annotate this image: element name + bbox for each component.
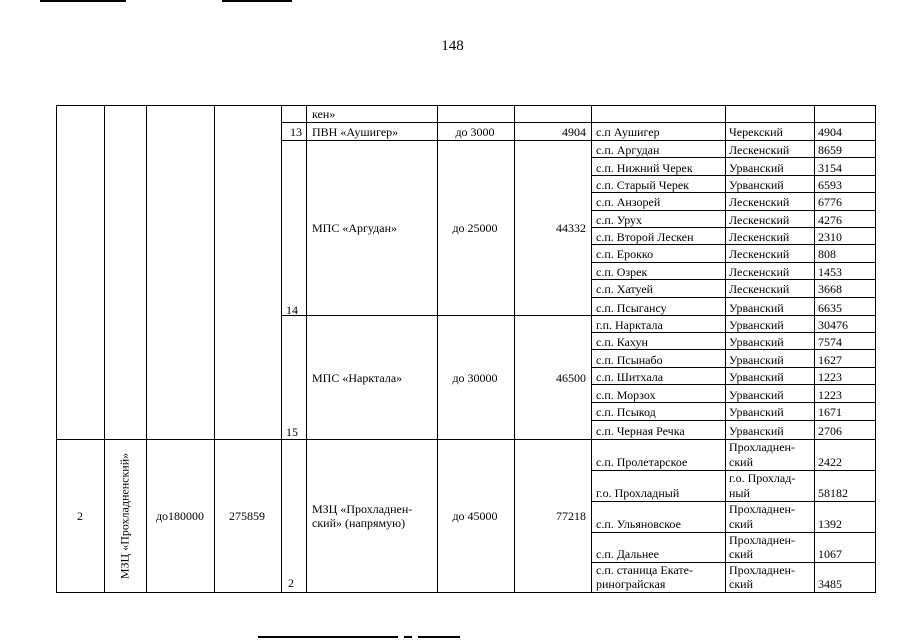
settlement-count: 1223	[818, 370, 842, 384]
top-row-name-fragment: кен»	[312, 107, 336, 121]
group2-num: 2	[288, 576, 294, 590]
settlement-district: Урванский	[729, 353, 784, 367]
tall-district-line2: ский	[729, 577, 753, 591]
settlement-district: Урванский	[729, 388, 784, 402]
settlement-name: с.п. Ерокко	[596, 247, 654, 261]
top-scan-mark-1	[40, 0, 126, 2]
bottom-scan-mark-1	[258, 636, 398, 638]
settlement-district: Лескенский	[729, 230, 790, 244]
settlement-table	[56, 105, 876, 593]
settlement-name: с.п. Анзорей	[596, 195, 661, 209]
settlement-district: Лескенский	[729, 282, 790, 296]
tall-district-line1: Прохладнен-	[729, 563, 795, 577]
settlement-district: Урванский	[729, 335, 784, 349]
group15-population: 46500	[556, 371, 586, 385]
group14-population: 44332	[556, 221, 586, 235]
settlement-name: с.п. Черная Речка	[596, 424, 685, 438]
settlement-count: 4276	[818, 213, 842, 227]
settlement-count: 1453	[818, 265, 842, 279]
top-scan-mark-2	[222, 0, 292, 2]
row13-count: 4904	[818, 125, 842, 139]
row13-district: Черекский	[729, 125, 783, 139]
bottom-scan-mark-2	[404, 636, 412, 638]
settlement-district: Урванский	[729, 318, 784, 332]
settlement-name: с.п. Морзох	[596, 388, 656, 402]
settlement-district: Урванский	[729, 370, 784, 384]
settlement-count: 7574	[818, 335, 842, 349]
row13-settlement: с.п Аушигер	[596, 125, 660, 139]
settlement-count: 30476	[818, 318, 848, 332]
group14-num: 14	[286, 303, 298, 317]
tall-district-line2: ский	[729, 517, 753, 531]
settlement-count: 6635	[818, 301, 842, 315]
row13-capacity: до 3000	[455, 125, 495, 139]
settlement-name: с.п. Шитхала	[596, 370, 664, 384]
group15-num: 15	[286, 425, 298, 439]
settlement-district: Лескенский	[729, 143, 790, 157]
zone-name: МЗЦ «Прохладненский»	[117, 452, 132, 580]
tall-settlement-line2: с.п. Дальнее	[596, 547, 659, 561]
settlement-district: Урванский	[729, 424, 784, 438]
tall-district-line2: ский	[729, 455, 753, 469]
settlement-count: 2706	[818, 424, 842, 438]
settlement-count: 6776	[818, 195, 842, 209]
settlement-count: 1671	[818, 405, 842, 419]
settlement-district: Лескенский	[729, 195, 790, 209]
tall-settlement-line2: с.п. Пролетарское	[596, 455, 688, 469]
tall-count: 3485	[818, 577, 842, 591]
row13-name: ПВН «Аушигер»	[312, 125, 399, 139]
settlement-district: Урванский	[729, 178, 784, 192]
settlement-name: с.п. Псыгансу	[596, 301, 667, 315]
group2-name-line1: МЗЦ «Прохладнен-	[312, 502, 413, 516]
settlement-district: Урванский	[729, 405, 784, 419]
tall-settlement-line1: с.п. станица Екате-	[596, 563, 693, 577]
tall-settlement-line2: ринограйская	[596, 577, 666, 591]
settlement-count: 808	[818, 247, 836, 261]
group14-capacity: до 25000	[452, 221, 498, 235]
settlement-count: 1223	[818, 388, 842, 402]
tall-district-line2: ский	[729, 547, 753, 561]
settlement-district: Урванский	[729, 301, 784, 315]
tall-count: 58182	[818, 486, 848, 500]
zone-population: 275859	[229, 509, 265, 523]
settlement-name: г.п. Нарктала	[596, 318, 663, 332]
settlement-district: Лескенский	[729, 247, 790, 261]
settlement-district: Лескенский	[729, 265, 790, 279]
settlement-count: 6593	[818, 178, 842, 192]
settlement-count: 3668	[818, 282, 842, 296]
settlement-district: Урванский	[729, 161, 784, 175]
settlement-name: с.п. Нижний Черек	[596, 161, 693, 175]
bottom-scan-mark-3	[418, 636, 460, 638]
settlement-name: с.п. Озрек	[596, 265, 648, 279]
group2-name-line2: ский» (напрямую)	[312, 516, 406, 530]
settlement-count: 2310	[818, 230, 842, 244]
settlement-count: 3154	[818, 161, 842, 175]
settlement-name: с.п. Хатуей	[596, 282, 654, 296]
zone-capacity: до180000	[155, 509, 205, 523]
settlement-name: с.п. Урух	[596, 213, 643, 227]
tall-district-line1: г.о. Прохлад-	[729, 471, 796, 485]
settlement-count: 1627	[818, 353, 842, 367]
tall-settlement-line2: с.п. Ульяновское	[596, 517, 681, 531]
tall-district-line1: Прохладнен-	[729, 502, 795, 516]
group2-capacity: до 45000	[452, 509, 498, 523]
page-number: 148	[441, 38, 464, 54]
zone-number: 2	[77, 509, 83, 523]
row13-num: 13	[290, 125, 302, 139]
tall-district-line1: Прохладнен-	[729, 533, 795, 547]
tall-count: 1392	[818, 517, 842, 531]
settlement-district: Лескенский	[729, 213, 790, 227]
settlement-name: с.п. Псыкод	[596, 405, 656, 419]
settlement-name: с.п. Старый Черек	[596, 178, 690, 192]
settlement-name: с.п. Аргудан	[596, 143, 660, 157]
group15-capacity: до 30000	[452, 371, 498, 385]
group15-name: МПС «Нарктала»	[312, 371, 403, 385]
group2-population: 77218	[556, 509, 586, 523]
tall-district-line2: ный	[729, 486, 750, 500]
settlement-name: с.п. Псынабо	[596, 353, 663, 367]
group14-name: МПС «Аргудан»	[312, 221, 398, 235]
settlement-count: 8659	[818, 143, 842, 157]
settlement-name: с.п. Второй Лескен	[596, 230, 694, 244]
tall-settlement-line2: г.о. Прохладный	[596, 486, 680, 500]
tall-district-line1: Прохладнен-	[729, 440, 795, 454]
row13-population: 4904	[562, 125, 586, 139]
settlement-name: с.п. Кахун	[596, 335, 648, 349]
tall-count: 2422	[818, 455, 842, 469]
tall-count: 1067	[818, 547, 842, 561]
